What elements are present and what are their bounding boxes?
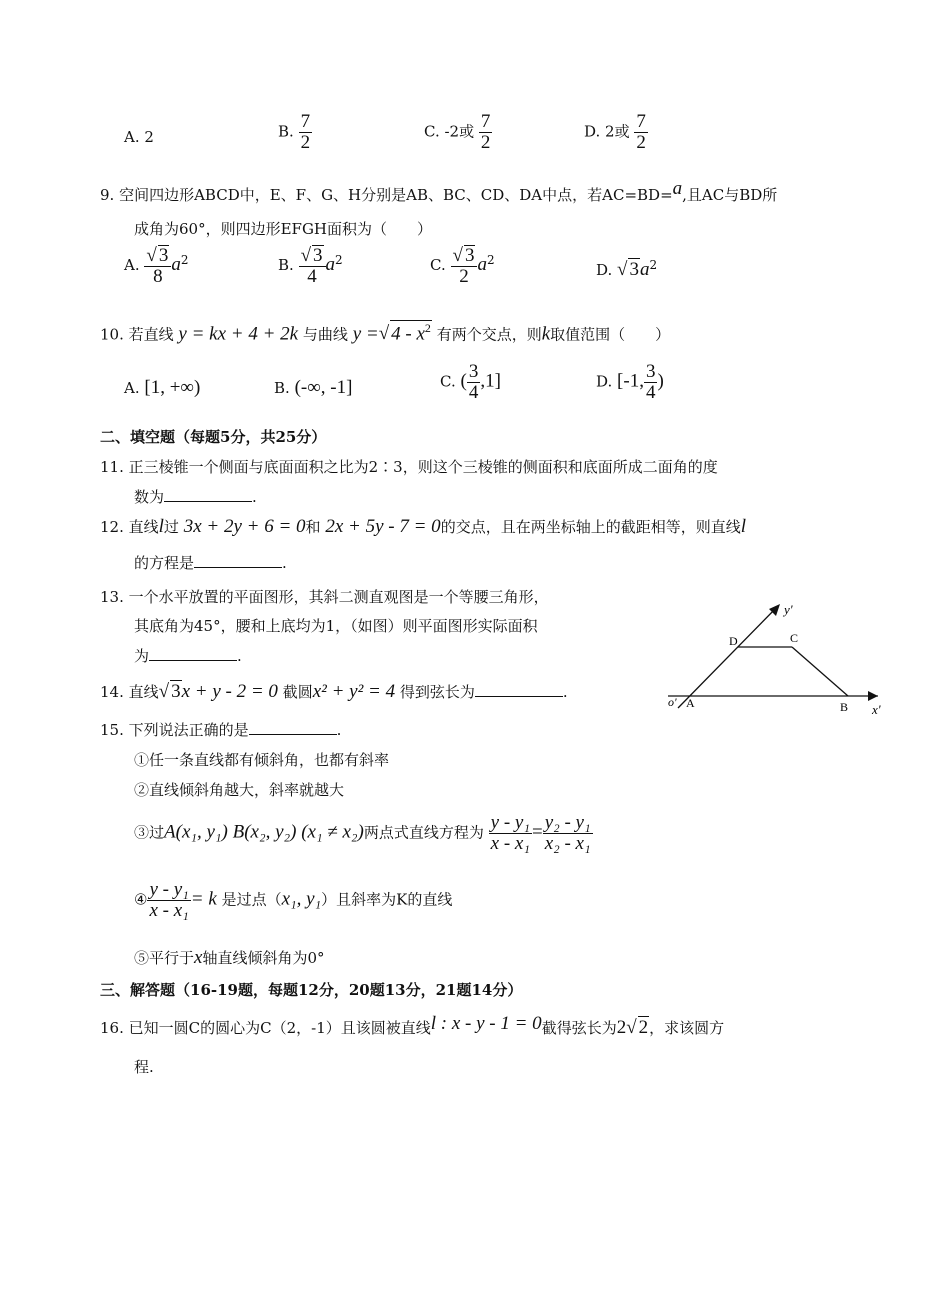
q8-option-d-fraction: $\frac{7}{2}$: [636, 111, 646, 153]
q13-line3: 为 .: [134, 647, 242, 665]
section-3-title: 三、解答题（16-19题，每题12分，20题13分，21题14分）: [100, 981, 523, 999]
q8-option-d: [584, 112, 648, 153]
label-c: C: [790, 631, 799, 645]
segment-cb: [792, 647, 848, 696]
q11-answer-blank: [164, 487, 252, 502]
q10-line-equation: y = kx + 4 + 2k: [178, 323, 299, 345]
q13-line1: 13. 一个水平放置的平面图形，其斜二测直观图是一个等腰三角形，: [100, 588, 549, 606]
q15-item3: ③过A(x₁, y₁) B(x₂, y₂) (x₁ ≠ x₂)两点式直线方程为 $\frac{\text{y - y₁}}{\text{x - x₁}}$ = $\frac{\text{y₂ - y₁}}{\text{x₂ - x₁}}$: [134, 812, 591, 854]
label-d: D: [729, 634, 738, 648]
q9-option-d: D. √ $3a^2$: [596, 258, 658, 280]
q8-option-b-fraction: $\frac{7}{2}$: [300, 111, 311, 153]
q8-option-c: [424, 112, 492, 153]
q11-line1: 11. 正三棱锥一个侧面与底面面积之比为2∶3，则这个三棱锥的侧面积和底面所成二面角的度: [100, 458, 718, 476]
q9-stem-line1: 9. 空间四边形ABCD中，E、F、G、H分别是AB、BC、CD、DA中点，若AC=BD=a,且AC与BD所: [100, 178, 778, 204]
q8-option-c-label: C. -2或: [424, 122, 475, 141]
q10-option-d: D. [-1, $\frac{3}{4}$ ): [596, 361, 664, 403]
q16-line1: 16. 已知一圆C的圆心为C（2，-1）且该圆被直线l : x - y - 1 = 0截得弦长为2√ 2，求该圆方: [100, 1013, 725, 1038]
q9-stem-line2: 成角为60°，则四边形EFGH面积为（ ）: [134, 220, 433, 238]
q12-line2: 的方程是 .: [134, 554, 287, 572]
q16-line2: 程.: [134, 1058, 154, 1076]
label-a: A: [686, 696, 695, 710]
q15-item4: ④ $\frac{\text{y - y₁}}{\text{x - x₁}}$ = k 是过点（x₁, y₁）且斜率为K的直线: [134, 879, 453, 921]
q12-line1: 12. 直线l过 3x + 2y + 6 = 0和 2x + 5y - 7 = 0的交点，且在两坐标轴上的截距相等，则直线l: [100, 516, 746, 537]
q11-line2: 数为 .: [134, 488, 257, 506]
q8-option-c-fraction: $\frac{7}{2}$: [480, 111, 491, 153]
q14-line: 14. 直线√ 3x + y - 2 = 0 截圆x² + y² = 4 得到弦长为 .: [100, 681, 568, 702]
q15-item1: ①任一条直线都有倾斜角，也都有斜率: [134, 751, 390, 769]
label-o: o': [668, 695, 677, 709]
label-y: y': [784, 602, 793, 617]
label-x: x': [872, 702, 881, 717]
label-b: B: [840, 700, 849, 714]
q8-option-b-label: B.: [278, 122, 294, 141]
x-axis-arrow: [868, 691, 878, 701]
q10-option-a: A. [1, +∞): [124, 377, 201, 398]
q15-item5: ⑤平行于x轴直线倾斜角为0°: [134, 947, 325, 968]
q12-answer-blank: [194, 553, 282, 568]
q13-answer-blank: [149, 646, 237, 661]
q15-stem: 15. 下列说法正确的是 .: [100, 721, 342, 739]
q15-answer-blank: [249, 720, 337, 735]
q8-option-b: [278, 112, 312, 153]
q9-option-b: B. $\frac{√ 3}{4}$ $a^2$: [278, 245, 343, 287]
q9-var-a: a: [672, 178, 683, 199]
q15-item2: ②直线倾斜角越大，斜率就越大: [134, 781, 345, 799]
section-2-title: 二、填空题（每题5分，共25分）: [100, 428, 327, 446]
q8-option-a: A. 2: [124, 128, 154, 146]
q13-line2: 其底角为45°，腰和上底均为1，（如图）则平面图形实际面积: [134, 617, 538, 635]
q10-stem: 10. 若直线 y = kx + 4 + 2k 与曲线 y =√ $4 - x^2$ 有两个交点，则k取值范围（ ）: [100, 321, 671, 345]
y-axis: [678, 606, 778, 708]
trapezoid-figure: [664, 596, 894, 720]
q14-answer-blank: [475, 682, 563, 697]
q10-option-b: B. (-∞, -1]: [274, 377, 353, 398]
q8-option-d-label: D. 2或: [584, 122, 630, 141]
q10-option-c: C. ( $\frac{3}{4}$ ,1]: [440, 361, 501, 403]
q9-option-a: A. $\frac{√ 3}{8}$ $a^2$: [124, 245, 189, 287]
q9-option-c: C. $\frac{√ 3}{2}$ $a^2$: [430, 245, 495, 287]
